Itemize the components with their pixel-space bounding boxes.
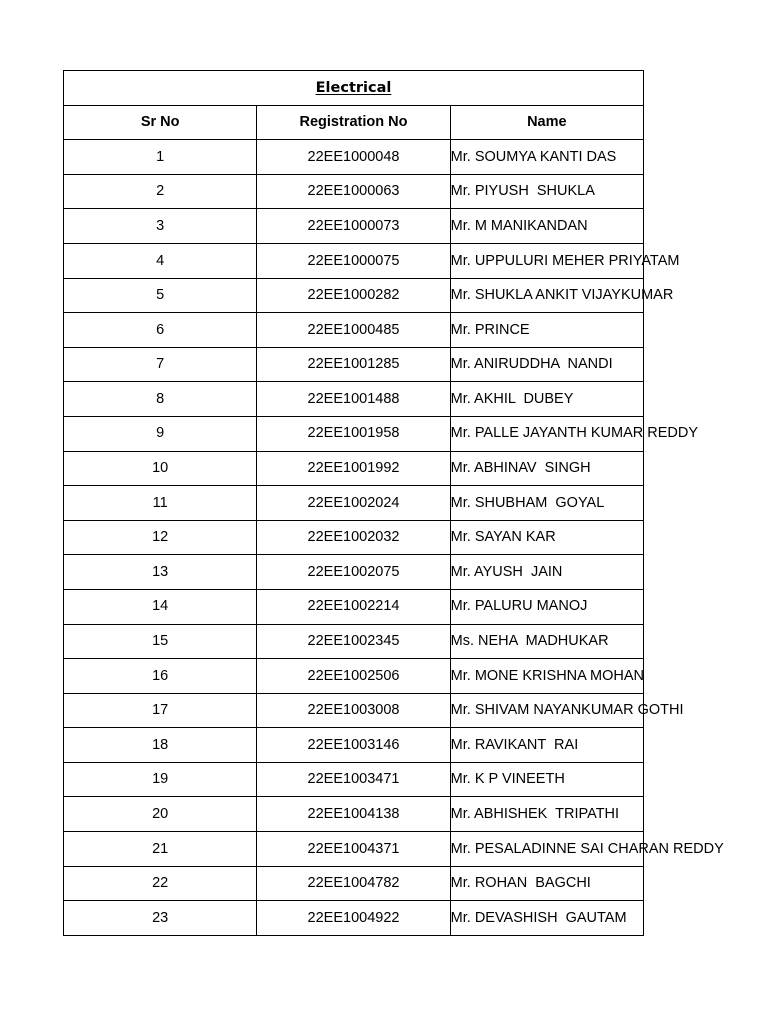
- name-cell: Mr. ABHINAV SINGH: [450, 451, 643, 486]
- sr-no-cell: 16: [64, 659, 257, 694]
- table-row: [64, 797, 644, 832]
- registration-no-cell: 22EE1004922: [257, 901, 450, 936]
- sr-no-cell: 1: [64, 140, 257, 175]
- registration-no-cell: 22EE1000048: [257, 140, 450, 175]
- table-row: [64, 486, 644, 521]
- registration-no-cell: 22EE1000485: [257, 313, 450, 348]
- registration-no-cell: 22EE1002214: [257, 589, 450, 624]
- name-cell: Mr. SHUBHAM GOYAL: [450, 486, 643, 521]
- registration-no-cell: 22EE1001488: [257, 382, 450, 417]
- roster-body: [64, 140, 724, 936]
- registration-no-cell: 22EE1003008: [257, 693, 450, 728]
- table-row: [64, 693, 644, 728]
- header-registration-no: Registration No: [257, 105, 450, 140]
- registration-no-cell: 22EE1001285: [257, 347, 450, 382]
- roster-sheet: [63, 70, 724, 936]
- sr-no-cell: 10: [64, 451, 257, 486]
- table-row: [64, 520, 644, 555]
- table-row: [64, 243, 644, 278]
- table-row: [64, 382, 644, 417]
- table-row: [64, 416, 644, 451]
- name-cell: Ms. NEHA MADHUKAR: [450, 624, 643, 659]
- name-cell: Mr. K P VINEETH: [450, 762, 643, 797]
- sr-no-cell: 14: [64, 589, 257, 624]
- name-cell: Mr. MONE KRISHNA MOHAN: [450, 659, 643, 694]
- table-row: [64, 866, 644, 901]
- sr-no-cell: 20: [64, 797, 257, 832]
- registration-no-cell: 22EE1000282: [257, 278, 450, 313]
- registration-no-cell: 22EE1001958: [257, 416, 450, 451]
- sr-no-cell: 4: [64, 243, 257, 278]
- table-row: [64, 589, 644, 624]
- name-cell: Mr. PALURU MANOJ: [450, 589, 643, 624]
- name-cell: Mr. M MANIKANDAN: [450, 209, 643, 244]
- name-cell: Mr. AYUSH JAIN: [450, 555, 643, 590]
- sr-no-cell: 11: [64, 486, 257, 521]
- sr-no-cell: 15: [64, 624, 257, 659]
- table-row: [64, 659, 644, 694]
- table-row: [64, 555, 644, 590]
- sr-no-cell: 23: [64, 901, 257, 936]
- sr-no-cell: 9: [64, 416, 257, 451]
- registration-no-cell: 22EE1003146: [257, 728, 450, 763]
- name-cell: Mr. AKHIL DUBEY: [450, 382, 643, 417]
- sr-no-cell: 21: [64, 832, 257, 867]
- sr-no-cell: 17: [64, 693, 257, 728]
- registration-no-cell: 22EE1002506: [257, 659, 450, 694]
- name-cell: Mr. ROHAN BAGCHI: [450, 866, 643, 901]
- sr-no-cell: 6: [64, 313, 257, 348]
- name-cell: Mr. RAVIKANT RAI: [450, 728, 643, 763]
- registration-no-cell: 22EE1003471: [257, 762, 450, 797]
- name-cell: Mr. SHIVAM NAYANKUMAR GOTHI: [450, 693, 643, 728]
- table-title: Electrical: [315, 79, 392, 96]
- registration-no-cell: 22EE1002075: [257, 555, 450, 590]
- sr-no-cell: 13: [64, 555, 257, 590]
- table-row: [64, 624, 644, 659]
- header-row: [64, 105, 644, 140]
- name-cell: Mr. PALLE JAYANTH KUMAR REDDY: [450, 416, 643, 451]
- name-cell: Mr. PIYUSH SHUKLA: [450, 174, 643, 209]
- table-row: [64, 347, 644, 382]
- name-cell: Mr. UPPULURI MEHER PRIYATAM: [450, 243, 643, 278]
- header-sr-no: Sr No: [64, 105, 257, 140]
- name-cell: Mr. ANIRUDDHA NANDI: [450, 347, 643, 382]
- table-row: [64, 140, 644, 175]
- registration-no-cell: 22EE1004782: [257, 866, 450, 901]
- table-row: [64, 174, 644, 209]
- table-row: [64, 728, 644, 763]
- name-cell: Mr. PRINCE: [450, 313, 643, 348]
- registration-no-cell: 22EE1001992: [257, 451, 450, 486]
- name-cell: Mr. PESALADINNE SAI CHARAN REDDY: [450, 832, 643, 867]
- registration-no-cell: 22EE1000063: [257, 174, 450, 209]
- sr-no-cell: 19: [64, 762, 257, 797]
- table-row: [64, 901, 644, 936]
- table-row: [64, 451, 644, 486]
- sr-no-cell: 22: [64, 866, 257, 901]
- sr-no-cell: 3: [64, 209, 257, 244]
- registration-no-cell: 22EE1004371: [257, 832, 450, 867]
- sr-no-cell: 7: [64, 347, 257, 382]
- table-row: [64, 762, 644, 797]
- name-cell: Mr. SHUKLA ANKIT VIJAYKUMAR: [450, 278, 643, 313]
- registration-no-cell: 22EE1004138: [257, 797, 450, 832]
- registration-no-cell: 22EE1002032: [257, 520, 450, 555]
- registration-no-cell: 22EE1000073: [257, 209, 450, 244]
- registration-no-cell: 22EE1000075: [257, 243, 450, 278]
- sr-no-cell: 8: [64, 382, 257, 417]
- sr-no-cell: 5: [64, 278, 257, 313]
- sr-no-cell: 18: [64, 728, 257, 763]
- student-roster-table: [63, 70, 724, 936]
- table-row: [64, 832, 644, 867]
- name-cell: Mr. ABHISHEK TRIPATHI: [450, 797, 643, 832]
- registration-no-cell: 22EE1002024: [257, 486, 450, 521]
- sr-no-cell: 12: [64, 520, 257, 555]
- table-row: [64, 313, 644, 348]
- sr-no-cell: 2: [64, 174, 257, 209]
- table-title-cell: [64, 71, 644, 106]
- name-cell: Mr. SOUMYA KANTI DAS: [450, 140, 643, 175]
- registration-no-cell: 22EE1002345: [257, 624, 450, 659]
- table-row: [64, 278, 644, 313]
- name-cell: Mr. SAYAN KAR: [450, 520, 643, 555]
- header-name: Name: [450, 105, 643, 140]
- title-row: [64, 71, 644, 106]
- name-cell: Mr. DEVASHISH GAUTAM: [450, 901, 643, 936]
- table-row: [64, 209, 644, 244]
